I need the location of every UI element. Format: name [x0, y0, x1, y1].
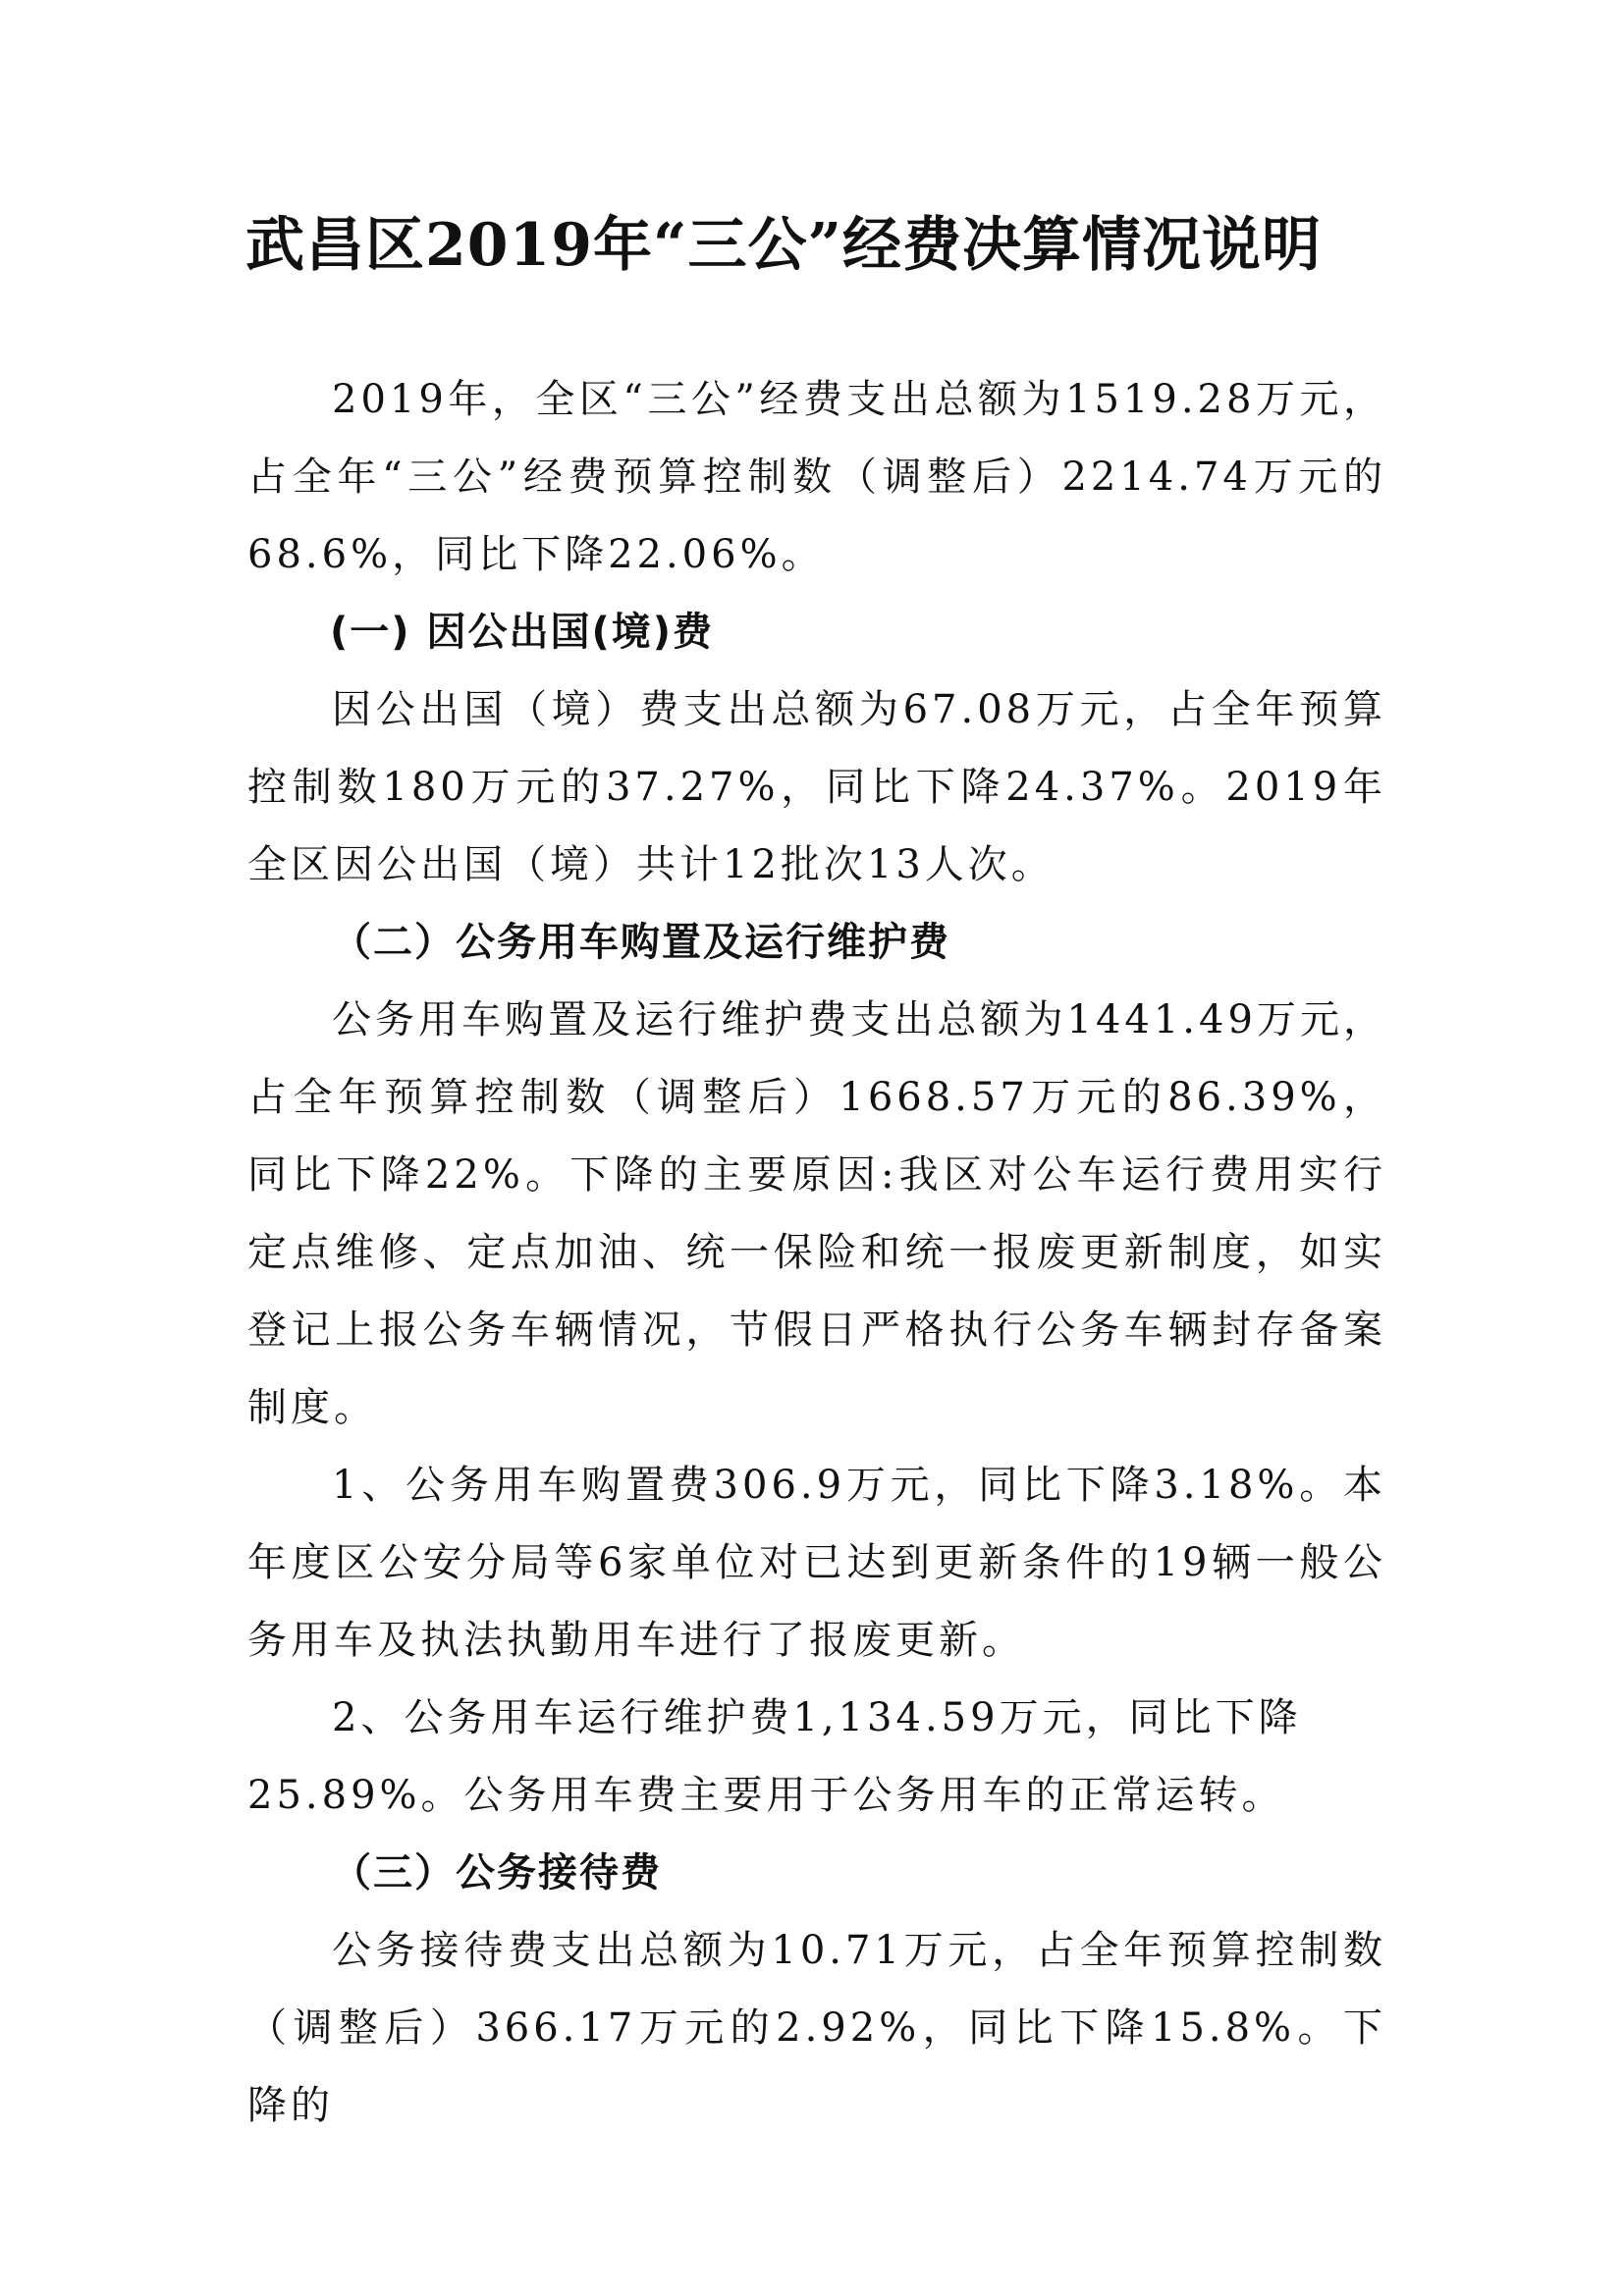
- section-3-heading: （三）公务接待费: [332, 1850, 662, 1896]
- section-1-heading: (一) 因公出国(境)费: [330, 610, 715, 655]
- document-body: [247, 361, 1386, 2145]
- section-2-item-2: 2、公务用车运行维护费1,134.59万元，同比下降25.89%。公务用车费主要用于公务用车的正常运转。: [247, 1695, 1302, 1818]
- section-1-paragraph: 因公出国（境）费支出总额为67.08万元，占全年预算控制数180万元的37.27%，同比下降24.37%。2019年全区因公出国（境）共计12批次13人次。: [247, 687, 1386, 887]
- section-2-item-1: 1、公务用车购置费306.9万元，同比下降3.18%。本年度区公安分局等6家单位对已达到更新条件的19辆一般公务用车及执法执勤用车进行了报废更新。: [247, 1463, 1386, 1663]
- section-2-paragraph: 公务用车购置及运行维护费支出总额为1441.49万元，占全年预算控制数（调整后）1668.57万元的86.39%，同比下降22%。下降的主要原因:我区对公车运行费用实行定点维修、定点加油、统一保险和统一报废更新制度，如实登记上报公务车辆情况，节假日严格执行公务车辆封存备案制度。: [247, 997, 1386, 1430]
- document-title: 武昌区2019年“三公”经费决算情况说明: [245, 211, 1323, 280]
- section-2-heading: （二）公务用车购置及运行维护费: [332, 920, 950, 965]
- intro-paragraph: 2019年，全区“三公”经费支出总额为1519.28万元，占全年“三公”经费预算控制数（调整后）2214.74万元的68.6%，同比下降22.06%。: [247, 377, 1386, 577]
- section-3-paragraph: 公务接待费支出总额为10.71万元，占全年预算控制数（调整后）366.17万元的2.92%，同比下降15.8%。下降的: [247, 1928, 1386, 2128]
